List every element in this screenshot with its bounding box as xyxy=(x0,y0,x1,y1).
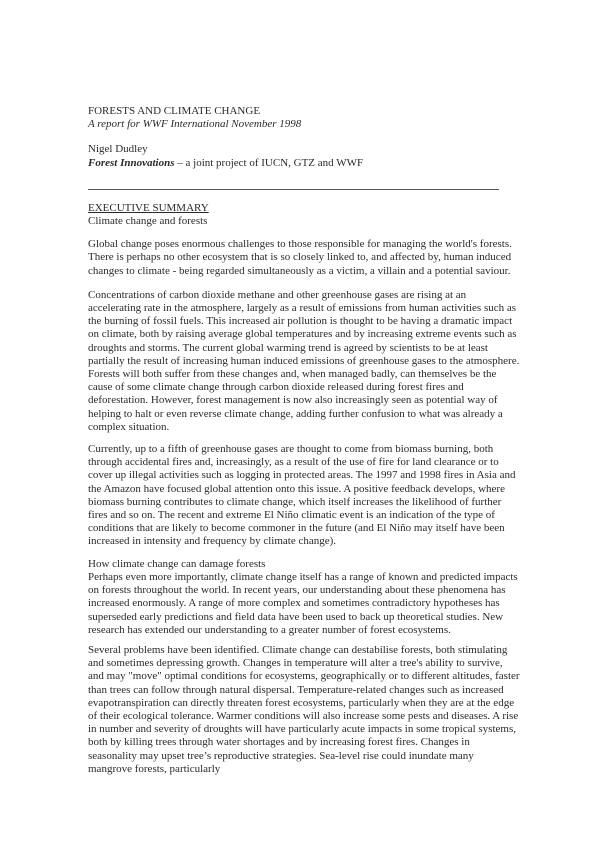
section-divider xyxy=(88,189,499,190)
report-title: FORESTS AND CLIMATE CHANGE xyxy=(88,105,261,117)
paragraph-ghg-concentrations: Concentrations of carbon dioxide methane and other greenhouse gases are rising at an accelerating rate in the atmosphere, largely as a result of emissions from human activities such as the burning of fossil fuels. This increased air pollution is thought to be having a dramatic impact on climate, both by raising average global temperatures and by increasing extreme events such as droughts and storms. The current global warming trend is agreed by scientists to be at least partially the result of increasing human induced emissions of greenhouse gases to the atmosphere. Forests will both suffer from these changes and, when managed badly, can themselves be the cause of some climate change through carbon dioxide released during forest fires and deforestation. However, forest management is now also increasingly seen as potential way of helping to halt or even reverse climate change, adding further confusion to what was already a complex situation. xyxy=(88,288,520,433)
paragraph-global-change: Global change poses enormous challenges to those responsible for managing the world's forests. There is perhaps no other ecosystem that is so closely linked to, and affected by, human induced changes to climate - being regarded simultaneously as a victim, a villain and a potential saviour. xyxy=(88,238,512,277)
report-subtitle: A report for WWF International November 1998 xyxy=(88,118,302,131)
subsection-heading-climate-change-and-forests: Climate change and forests xyxy=(88,215,208,228)
paragraph-climate-impacts: Perhaps even more importantly, climate change itself has a range of known and predicted impacts on forests throughout the world. In recent years, our understanding about these phenomena has increased enormously. A range of more complex and sometimes contradictory hypotheses has superseded early predictions and field data have been used to back up theoretical studies. New research has extended our understanding to a greater number of forest ecosystems. xyxy=(88,570,518,636)
paragraph-biomass-burning: Currently, up to a fifth of greenhouse gases are thought to come from biomass burning, both through accidental fires and, increasingly, as a result of the use of fire for land clearance or to cover up illegal activities such as logging in protected areas. The 1997 and 1998 fires in Asia and the Amazon have focused global attention onto this issue. A positive feedback develops, where biomass burning contributes to climate change, which itself increases the likelihood of further fires and so on. The recent and extreme El Niño climatic event is an indication of the type of conditions that are likely to become commoner in the future (and El Niño may itself have been increased in intensity and frequency by climate change). xyxy=(88,443,516,548)
project-line xyxy=(88,157,520,170)
subsection-heading-damage-forests: How climate change can damage forests xyxy=(88,557,266,570)
author-name: Nigel Dudley xyxy=(88,143,148,156)
project-description: – a joint project of IUCN, GTZ and WWF xyxy=(174,156,364,169)
paragraph-identified-problems: Several problems have been identified. Climate change can destabilise forests, both stimulating and sometimes depressing growth. Changes in temperature will alter a tree's ability to survive, and may "move" optimal conditions for ecosystems, geographically or to different altitudes, faster than trees can follow through natural dispersal. Temperature-related changes such as increased evapotranspiration can directly threaten forest ecosystems, particularly when they are at the edge of their ecological tolerance. Warmer conditions will also increase some pests and diseases. A rise in number and severity of droughts will have particularly acute impacts in some tropical systems, both by killing trees through water shortages and by increasing forest fires. Changes in seasonality may upset tree’s reproductive strategies. Sea-level rise could inundate many mangrove forests, particularly xyxy=(88,643,520,775)
executive-summary-heading: EXECUTIVE SUMMARY xyxy=(88,201,209,214)
page-content xyxy=(88,105,520,776)
project-name: Forest Innovations xyxy=(88,156,175,169)
